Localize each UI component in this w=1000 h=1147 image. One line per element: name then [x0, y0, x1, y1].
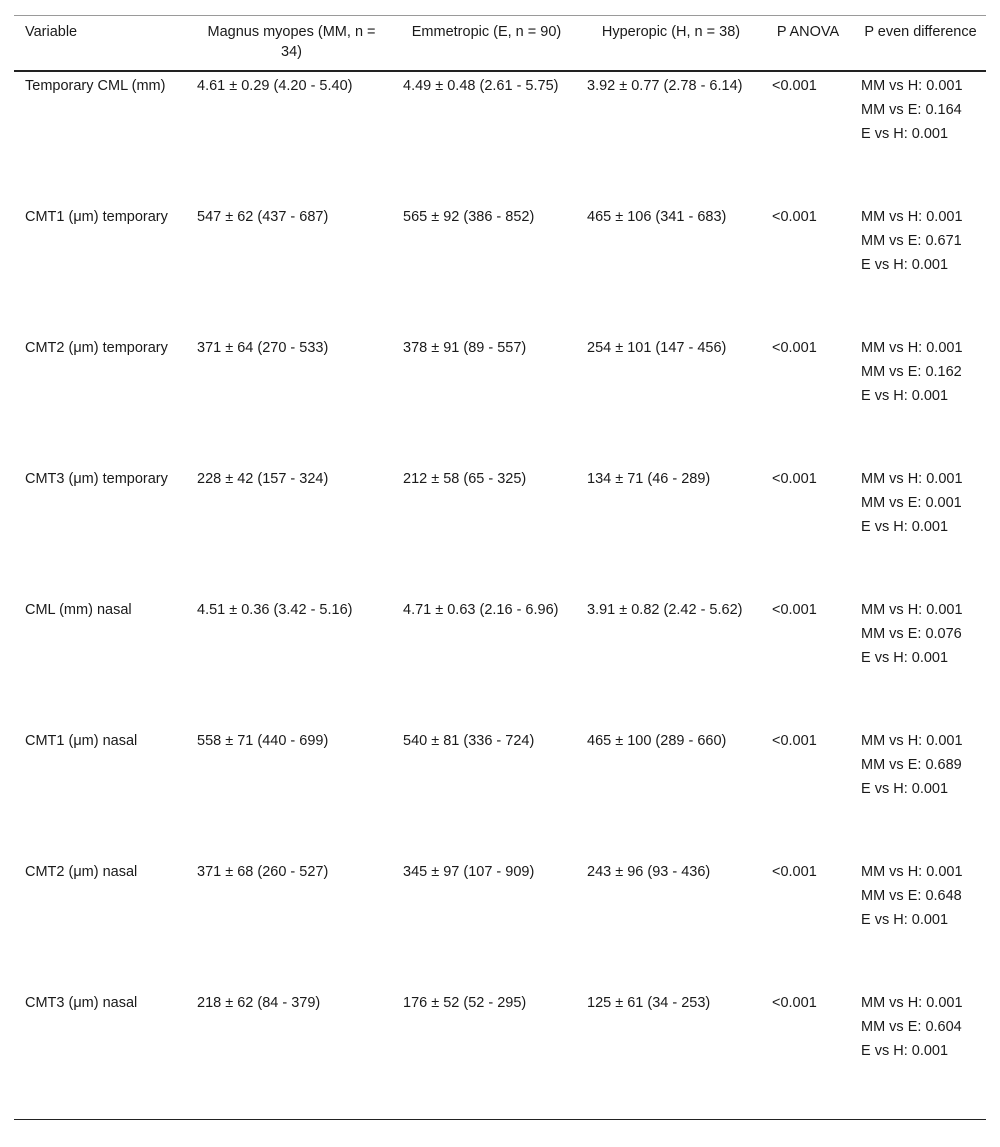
cell-magnus-myopes: 218 ± 62 (84 - 379): [197, 995, 321, 1011]
header-p-anova: P ANOVA: [776, 24, 840, 40]
table-row: [14, 859, 986, 990]
pairwise-comparison: MM vs H: 0.001: [861, 78, 963, 94]
cell-variable: CML (mm) nasal: [25, 602, 132, 618]
results-table-container: [14, 15, 986, 1120]
cell-emmetropic: 378 ± 91 (89 - 557): [403, 340, 527, 356]
header-row: [14, 16, 986, 72]
cell-variable: CMT3 (μm) temporary: [25, 471, 168, 487]
cell-variable: CMT2 (μm) nasal: [25, 864, 138, 880]
cell-p-anova: <0.001: [772, 733, 817, 749]
pairwise-comparison: MM vs E: 0.604: [861, 1019, 962, 1035]
cell-hyperopic: 134 ± 71 (46 - 289): [587, 471, 711, 487]
cell-emmetropic: 4.71 ± 0.63 (2.16 - 6.96): [403, 602, 559, 618]
cell-variable: CMT3 (μm) nasal: [25, 995, 138, 1011]
cell-p-anova: <0.001: [772, 602, 817, 618]
cell-p-even-difference: [850, 990, 986, 1120]
cell-hyperopic: 465 ± 100 (289 - 660): [587, 733, 727, 749]
cell-hyperopic: 465 ± 106 (341 - 683): [587, 209, 727, 225]
table-row: [14, 204, 986, 335]
results-table: [14, 15, 986, 1120]
cell-emmetropic: 345 ± 97 (107 - 909): [403, 864, 535, 880]
cell-hyperopic: 125 ± 61 (34 - 253): [587, 995, 711, 1011]
cell-emmetropic: 565 ± 92 (386 - 852): [403, 209, 535, 225]
pairwise-comparison: MM vs H: 0.001: [861, 733, 963, 749]
pairwise-comparison: MM vs H: 0.001: [861, 471, 963, 487]
cell-p-anova: <0.001: [772, 864, 817, 880]
cell-hyperopic: 254 ± 101 (147 - 456): [587, 340, 727, 356]
cell-magnus-myopes: 4.51 ± 0.36 (3.42 - 5.16): [197, 602, 353, 618]
table-header: [14, 16, 986, 72]
pairwise-comparison: E vs H: 0.001: [861, 1043, 949, 1059]
cell-hyperopic: 243 ± 96 (93 - 436): [587, 864, 711, 880]
cell-p-even-difference: [850, 466, 986, 597]
cell-magnus-myopes: 371 ± 64 (270 - 533): [197, 340, 329, 356]
cell-variable: CMT1 (μm) temporary: [25, 209, 168, 225]
pairwise-comparison: E vs H: 0.001: [861, 912, 949, 928]
cell-p-anova: <0.001: [772, 78, 817, 94]
pairwise-comparison: MM vs E: 0.671: [861, 233, 962, 249]
pairwise-comparison: E vs H: 0.001: [861, 519, 949, 535]
pairwise-comparison: MM vs E: 0.164: [861, 102, 962, 118]
cell-variable: Temporary CML (mm): [25, 78, 166, 94]
table-body: [14, 71, 986, 1120]
pairwise-comparison: E vs H: 0.001: [861, 650, 949, 666]
cell-emmetropic: 212 ± 58 (65 - 325): [403, 471, 527, 487]
cell-emmetropic: 176 ± 52 (52 - 295): [403, 995, 527, 1011]
cell-hyperopic: 3.92 ± 0.77 (2.78 - 6.14): [587, 78, 743, 94]
table-row: [14, 728, 986, 859]
cell-magnus-myopes: 371 ± 68 (260 - 527): [197, 864, 329, 880]
cell-p-anova: <0.001: [772, 340, 817, 356]
pairwise-comparison: MM vs E: 0.001: [861, 495, 962, 511]
header-magnus-myopes: Magnus myopes (MM, n = 34): [207, 24, 376, 60]
cell-emmetropic: 540 ± 81 (336 - 724): [403, 733, 535, 749]
cell-p-anova: <0.001: [772, 995, 817, 1011]
pairwise-comparison: MM vs E: 0.162: [861, 364, 962, 380]
pairwise-comparison: MM vs H: 0.001: [861, 864, 963, 880]
cell-p-even-difference: [850, 859, 986, 990]
table-row: [14, 597, 986, 728]
header-hyperopic: Hyperopic (H, n = 38): [601, 24, 741, 40]
table-row: [14, 71, 986, 204]
table-row: [14, 990, 986, 1120]
cell-hyperopic: 3.91 ± 0.82 (2.42 - 5.62): [587, 602, 743, 618]
table-row: [14, 335, 986, 466]
pairwise-comparison: MM vs H: 0.001: [861, 340, 963, 356]
cell-magnus-myopes: 228 ± 42 (157 - 324): [197, 471, 329, 487]
pairwise-comparison: E vs H: 0.001: [861, 781, 949, 797]
table-row: [14, 466, 986, 597]
header-p-even-difference: P even difference: [864, 24, 977, 40]
pairwise-comparison: MM vs E: 0.648: [861, 888, 962, 904]
pairwise-comparison: E vs H: 0.001: [861, 388, 949, 404]
cell-magnus-myopes: 547 ± 62 (437 - 687): [197, 209, 329, 225]
cell-magnus-myopes: 558 ± 71 (440 - 699): [197, 733, 329, 749]
header-emmetropic: Emmetropic (E, n = 90): [411, 24, 562, 40]
cell-p-even-difference: [850, 71, 986, 204]
cell-p-even-difference: [850, 728, 986, 859]
pairwise-comparison: MM vs E: 0.076: [861, 626, 962, 642]
cell-p-even-difference: [850, 335, 986, 466]
pairwise-comparison: MM vs E: 0.689: [861, 757, 962, 773]
pairwise-comparison: MM vs H: 0.001: [861, 602, 963, 618]
pairwise-comparison: MM vs H: 0.001: [861, 995, 963, 1011]
pairwise-comparison: MM vs H: 0.001: [861, 209, 963, 225]
cell-variable: CMT2 (μm) temporary: [25, 340, 168, 356]
cell-p-anova: <0.001: [772, 209, 817, 225]
header-variable: Variable: [25, 24, 78, 40]
cell-p-even-difference: [850, 597, 986, 728]
cell-p-even-difference: [850, 204, 986, 335]
cell-emmetropic: 4.49 ± 0.48 (2.61 - 5.75): [403, 78, 559, 94]
pairwise-comparison: E vs H: 0.001: [861, 257, 949, 273]
cell-magnus-myopes: 4.61 ± 0.29 (4.20 - 5.40): [197, 78, 353, 94]
pairwise-comparison: E vs H: 0.001: [861, 126, 949, 142]
cell-p-anova: <0.001: [772, 471, 817, 487]
cell-variable: CMT1 (μm) nasal: [25, 733, 138, 749]
